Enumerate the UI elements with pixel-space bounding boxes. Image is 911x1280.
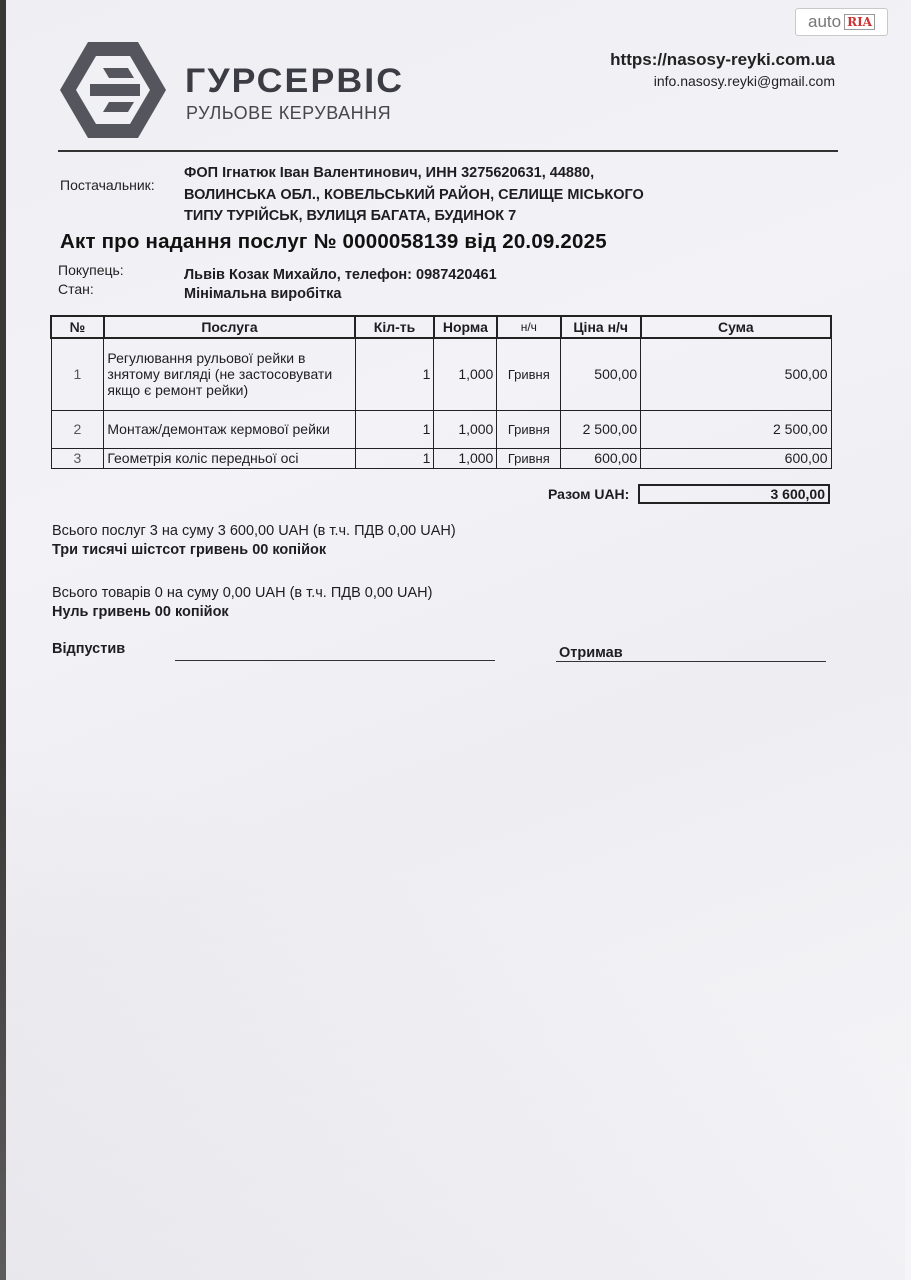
watermark-text: auto: [808, 12, 842, 31]
row-no: 2: [51, 410, 104, 448]
table-row: [51, 448, 831, 468]
supplier-line-1: ФОП Ігнатюк Іван Валентинович, ИНН 3275620631, 44880,: [184, 165, 595, 181]
supplier-label: Постачальник:: [60, 177, 155, 193]
row-service: Регулювання рульової рейки в знятому вигляді (не застосовувати якщо є ремонт рейки): [104, 338, 355, 410]
released-signature-line: [175, 660, 495, 661]
state-value: Мінімальна виробітка: [184, 286, 342, 302]
services-summary: Всього послуг 3 на суму 3 600,00 UAH (в т.ч. ПДВ 0,00 UAH): [52, 523, 456, 539]
buyer-value: Львів Козак Михайло, телефон: 0987420461: [184, 267, 497, 283]
row-sum: 500,00: [641, 338, 831, 410]
row-price: 600,00: [561, 448, 641, 468]
row-service: Геометрія коліс передньої осі: [104, 448, 355, 468]
table-row: [51, 338, 831, 410]
total-value: 3 600,00: [638, 484, 830, 504]
document-title: Акт про надання послуг № 0000058139 від 20.09.2025: [60, 230, 607, 253]
supplier-line-2: ВОЛИНСЬКА ОБЛ., КОВЕЛЬСЬКИЙ РАЙОН, СЕЛИЩЕ МІСЬКОГО: [184, 187, 644, 203]
row-norm: 1,000: [434, 448, 497, 468]
received-signature-line: [556, 661, 826, 662]
col-header-price: Ціна н/ч: [561, 316, 641, 338]
table-row: [51, 410, 831, 448]
received-label: Отримав: [559, 645, 623, 661]
col-header-sum: Сума: [641, 316, 831, 338]
row-sum: 600,00: [641, 448, 831, 468]
released-label: Відпустив: [52, 641, 126, 657]
total-label: Разом UAH:: [548, 486, 630, 502]
col-header-service: Послуга: [104, 316, 355, 338]
row-unit: Гривня: [497, 448, 561, 468]
row-qty: 1: [355, 338, 434, 410]
row-sum: 2 500,00: [641, 410, 831, 448]
row-unit: Гривня: [497, 338, 561, 410]
row-unit: Гривня: [497, 410, 561, 448]
email-link[interactable]: info.nasosy.reyki@gmail.com: [653, 73, 835, 89]
brand-name: ГУРСЕРВІС: [185, 62, 405, 100]
col-header-qty: Кіл-ть: [355, 316, 434, 338]
goods-amount-words: Нуль гривень 00 копійок: [52, 604, 229, 620]
watermark-ria: RIA: [844, 14, 875, 30]
buyer-label: Покупець:: [58, 262, 124, 278]
col-header-norm: Норма: [434, 316, 497, 338]
website-link[interactable]: https://nasosy-reyki.com.ua: [610, 50, 835, 69]
services-table: [50, 315, 832, 469]
supplier-line-3: ТИПУ ТУРІЙСЬК, ВУЛИЦЯ БАГАТА, БУДИНОК 7: [184, 208, 517, 224]
row-norm: 1,000: [434, 410, 497, 448]
goods-summary: Всього товарів 0 на суму 0,00 UAH (в т.ч. ПДВ 0,00 UAH): [52, 585, 433, 601]
row-no: 1: [51, 338, 104, 410]
col-header-no: №: [51, 316, 104, 338]
col-header-unit: н/ч: [497, 316, 561, 338]
table-header-row: [51, 316, 831, 338]
row-price: 500,00: [561, 338, 641, 410]
row-qty: 1: [355, 448, 434, 468]
brand-tagline: РУЛЬОВЕ КЕРУВАННЯ: [186, 103, 392, 123]
watermark-badge: [795, 8, 888, 36]
row-no: 3: [51, 448, 104, 468]
row-qty: 1: [355, 410, 434, 448]
header-divider: [58, 150, 838, 152]
row-price: 2 500,00: [561, 410, 641, 448]
paper-shadow: [0, 690, 905, 1280]
row-norm: 1,000: [434, 338, 497, 410]
row-service: Монтаж/демонтаж кермової рейки: [104, 410, 355, 448]
services-amount-words: Три тисячі шістсот гривень 00 копійок: [52, 542, 327, 558]
company-logo-icon: [58, 40, 168, 140]
state-label: Стан:: [58, 281, 94, 297]
